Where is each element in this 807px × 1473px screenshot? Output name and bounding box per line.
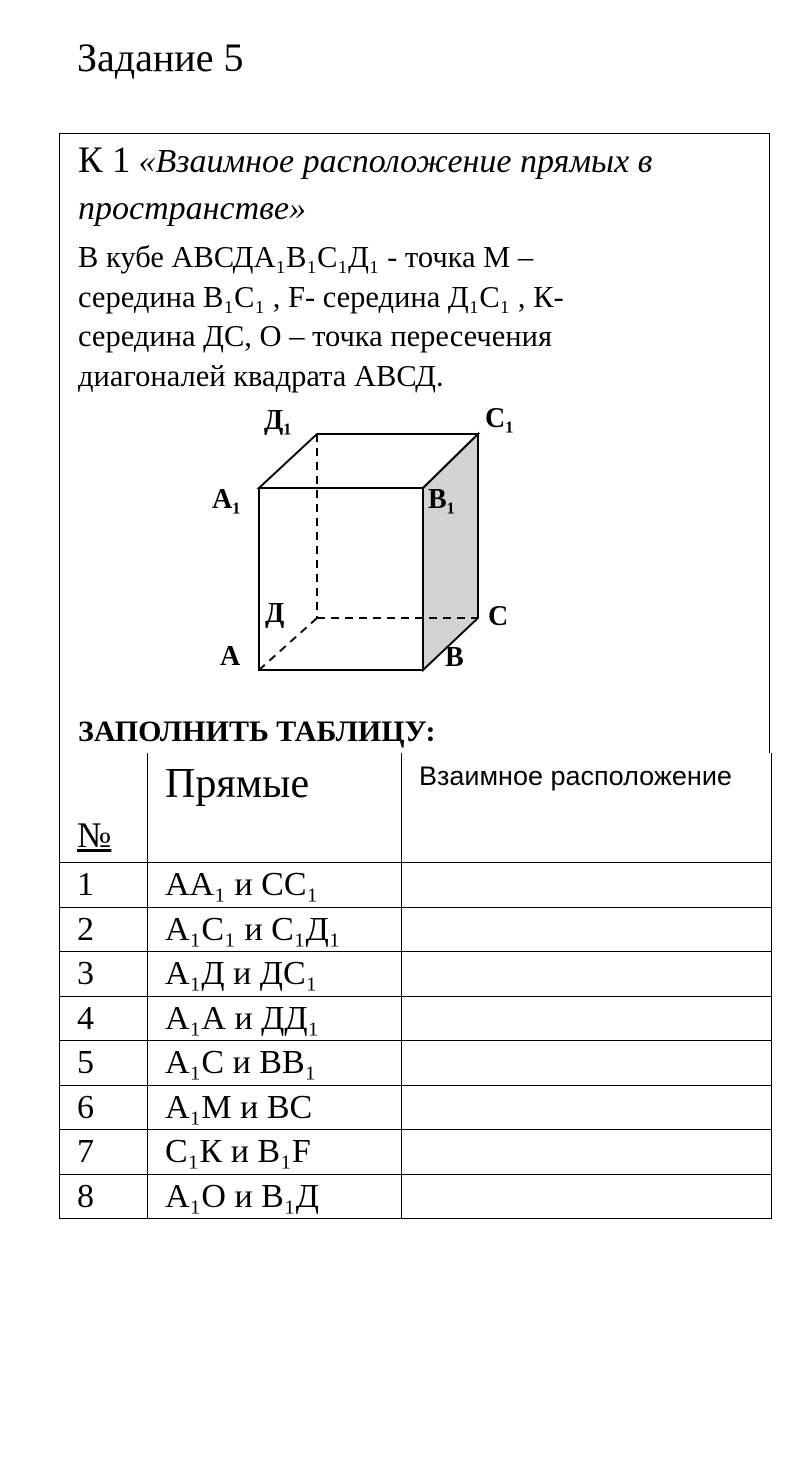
table-row: [60, 996, 772, 1041]
table-header-row: [60, 753, 772, 863]
label-b1: В₁: [428, 484, 456, 515]
row-line-pair: А₁О и В₁Д: [148, 1174, 402, 1219]
row-line-pair: А₁М и ВС: [148, 1085, 402, 1130]
row-line-pair: А₁Д и ДС₁: [148, 952, 402, 997]
row-number: 8: [60, 1174, 148, 1219]
row-line-pair: А₁С₁ и С₁Д₁: [148, 907, 402, 952]
table-row: [60, 907, 772, 952]
instruction: ЗАПОЛНИТЬ ТАБЛИЦУ:: [78, 715, 436, 748]
answer-table: [59, 753, 772, 1219]
row-line-pair: АА₁ и СС₁: [148, 863, 402, 908]
row-line-pair: А₁С и ВВ₁: [148, 1041, 402, 1086]
table-row: [60, 1085, 772, 1130]
row-relation-answer[interactable]: [402, 996, 772, 1041]
card-topic: «Взаимное расположение прямых в пространстве»: [78, 143, 653, 227]
row-relation-answer[interactable]: [402, 1174, 772, 1219]
header-relation: Взаимное расположение: [402, 753, 772, 863]
card-code: К 1: [78, 140, 131, 181]
label-c1: С₁: [485, 403, 514, 434]
table-row: [60, 1130, 772, 1175]
header-lines: Прямые: [148, 753, 402, 863]
row-number: 6: [60, 1085, 148, 1130]
row-relation-answer[interactable]: [402, 952, 772, 997]
label-a: А: [220, 641, 241, 672]
row-relation-answer[interactable]: [402, 907, 772, 952]
task-line: середина В₁С₁ , F- середина Д₁С₁ , К-: [78, 279, 564, 314]
table-row: [60, 1041, 772, 1086]
label-d: Д: [265, 598, 285, 629]
task-line: середина ДС, О – точка пересечения: [78, 319, 552, 353]
row-relation-answer[interactable]: [402, 1041, 772, 1086]
label-b: В: [445, 642, 464, 673]
row-relation-answer[interactable]: [402, 863, 772, 908]
task-line: В кубе АВСДА₁В₁С₁Д₁ - точка М –: [78, 240, 534, 274]
table-row: [60, 863, 772, 908]
label-c: С: [488, 601, 509, 632]
row-relation-answer[interactable]: [402, 1130, 772, 1175]
row-number: 4: [60, 996, 148, 1041]
row-line-pair: С₁К и В₁F: [148, 1130, 402, 1175]
row-number: 2: [60, 907, 148, 952]
label-a1: А₁: [212, 484, 241, 515]
row-number: 3: [60, 952, 148, 997]
label-d1: Д₁: [264, 405, 292, 436]
row-number: 5: [60, 1041, 148, 1086]
row-relation-answer[interactable]: [402, 1085, 772, 1130]
card-heading: [78, 138, 768, 232]
table-row: [60, 952, 772, 997]
row-line-pair: А₁А и ДД₁: [148, 996, 402, 1041]
header-number: №: [60, 753, 148, 863]
page-title: Задание 5: [77, 35, 244, 80]
table-row: [60, 1174, 772, 1219]
row-number: 7: [60, 1130, 148, 1175]
cube-figure: [200, 400, 540, 690]
front-face: [259, 488, 423, 670]
shaded-face: [423, 434, 478, 670]
task-text: [78, 238, 768, 396]
task-line: диагоналей квадрата АВСД.: [78, 358, 444, 393]
row-number: 1: [60, 863, 148, 908]
